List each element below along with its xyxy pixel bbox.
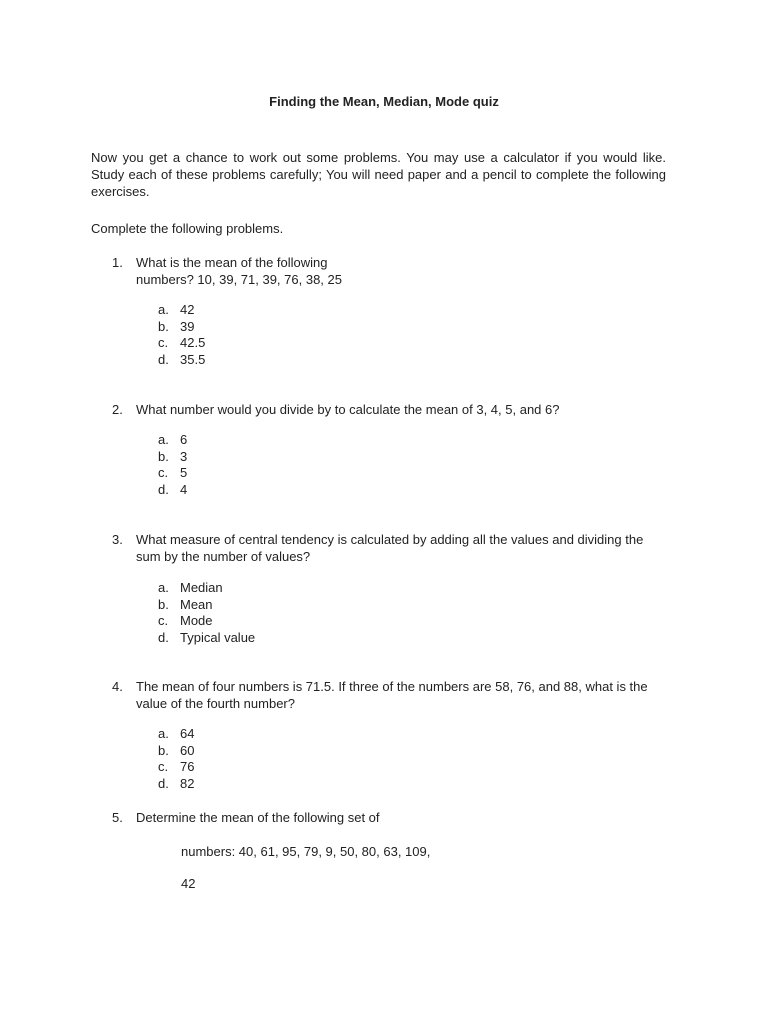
option-letter: a. [158, 580, 169, 595]
option-letter: c. [158, 613, 169, 628]
option-text: Median [180, 580, 223, 595]
option-letter: a. [158, 726, 169, 741]
option-text: 76 [180, 759, 195, 774]
option-text: 42.5 [180, 335, 206, 350]
question-text: What is the mean of the following numbers? 10, 39, 71, 39, 76, 38, 25 [136, 255, 342, 287]
option-letter: b. [158, 448, 169, 464]
option-text: 42 [180, 302, 195, 317]
question-text: Determine the mean of the following set of [136, 810, 380, 825]
option-letter: b. [158, 742, 169, 758]
question-text: What measure of central tendency is calculated by adding all the values and dividing the sum by the number of values? [136, 532, 644, 564]
option-letter: a. [158, 302, 169, 317]
question-5-numbers-line: numbers: 40, 61, 95, 79, 9, 50, 80, 63, 109, [181, 844, 431, 859]
question-text: What number would you divide by to calculate the mean of 3, 4, 5, and 6? [136, 402, 560, 417]
option-letter: d. [158, 351, 169, 367]
option-text: 60 [180, 742, 195, 758]
option-letter: d. [158, 481, 169, 497]
question-number: 4. [112, 679, 123, 694]
page-title: Finding the Mean, Median, Mode quiz [269, 94, 499, 109]
instruction-text: Complete the following problems. [91, 221, 284, 236]
option-text: 35.5 [180, 351, 206, 367]
option-text: Typical value [180, 629, 256, 645]
question-number: 3. [112, 532, 123, 547]
option-letter: b. [158, 318, 169, 334]
option-text: Mode [180, 613, 213, 628]
question-number: 2. [112, 402, 123, 417]
option-letter: d. [158, 775, 169, 791]
option-text: 3 [180, 448, 188, 464]
option-text: 64 [180, 726, 195, 741]
option-letter: c. [158, 759, 169, 774]
option-text: 6 [180, 432, 188, 447]
option-letter: c. [158, 335, 169, 350]
question-number: 5. [112, 810, 123, 825]
intro-paragraph: Now you get a chance to work out some problems. You may use a calculator if you would like. Study each of these problems carefully; You will need paper and a pencil to complete the following exercises. [91, 150, 666, 199]
question-text: The mean of four numbers is 71.5. If three of the numbers are 58, 76, and 88, what is the value of the fourth number? [136, 679, 648, 711]
option-letter: c. [158, 465, 169, 480]
option-text: 4 [180, 481, 188, 497]
option-letter: a. [158, 432, 169, 447]
option-text: 5 [180, 465, 188, 480]
option-text: 82 [180, 775, 195, 791]
option-text: Mean [180, 596, 213, 612]
option-letter: d. [158, 629, 169, 645]
option-letter: b. [158, 596, 169, 612]
question-5-numbers-continued: 42 [181, 876, 196, 891]
option-text: 39 [180, 318, 195, 334]
question-number: 1. [112, 255, 123, 270]
